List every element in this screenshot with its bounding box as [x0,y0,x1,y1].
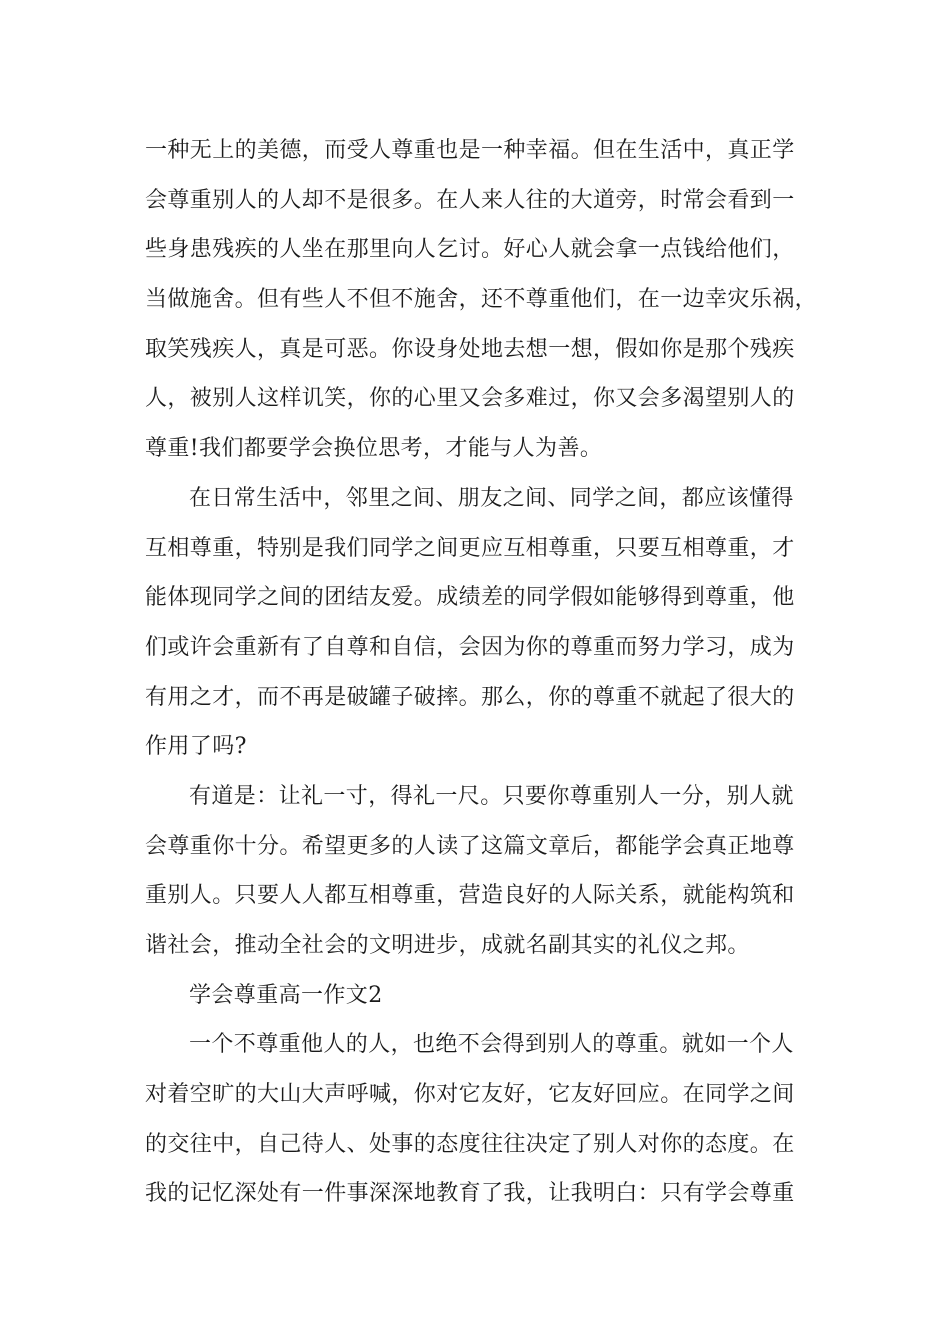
text-line: 们或许会重新有了自尊和自信，会因为你的尊重而努力学习，成为 [145,634,795,660]
text-line: 些身患残疾的人坐在那里向人乞讨。好心人就会拿一点钱给他们， [145,237,795,263]
document-body [145,126,818,1219]
section-heading: 学会尊重高一作文2 [189,982,383,1008]
text-line: 取笑残疾人，真是可恶。你设身处地去想一想，假如你是那个残疾 [145,336,795,362]
text-line: 会尊重别人的人却不是很多。在人来人往的大道旁，时常会看到一 [145,187,795,213]
text-line: 有用之才，而不再是破罐子破摔。那么，你的尊重不就起了很大的 [145,684,795,710]
text-line: 有道是：让礼一寸，得礼一尺。只要你尊重别人一分，别人就 [189,783,794,809]
text-line: 会尊重你十分。希望更多的人读了这篇文章后，都能学会真正地尊 [145,833,795,859]
text-line: 的交往中，自己待人、处事的态度往往决定了别人对你的态度。在 [145,1131,795,1157]
text-line: 尊重!我们都要学会换位思考，才能与人为善。 [145,436,603,462]
text-line: 我的记忆深处有一件事深深地教育了我，让我明白：只有学会尊重 [145,1181,795,1207]
text-line: 能体现同学之间的团结友爱。成绩差的同学假如能够得到尊重，他 [145,585,795,611]
text-line: 作用了吗? [145,734,247,760]
text-line: 一种无上的美德，而受人尊重也是一种幸福。但在生活中，真正学 [145,138,795,163]
text-line: 在日常生活中，邻里之间、朋友之间、同学之间，都应该懂得 [189,485,794,511]
text-line: 当做施舍。但有些人不但不施舍，还不尊重他们，在一边幸灾乐祸， [145,287,818,313]
text-line: 谐社会，推动全社会的文明进步，成就名副其实的礼仪之邦。 [145,933,750,958]
text-line: 对着空旷的大山大声呼喊，你对它友好，它友好回应。在同学之间 [145,1082,795,1108]
text-line: 人，被别人这样讥笑，你的心里又会多难过，你又会多渴望别人的 [145,386,795,412]
text-line: 互相尊重，特别是我们同学之间更应互相尊重，只要互相尊重，才 [145,535,795,561]
text-line: 一个不尊重他人的人，也绝不会得到别人的尊重。就如一个人 [189,1032,794,1058]
text-line: 重别人。只要人人都互相尊重，营造良好的人际关系，就能构筑和 [145,883,795,909]
